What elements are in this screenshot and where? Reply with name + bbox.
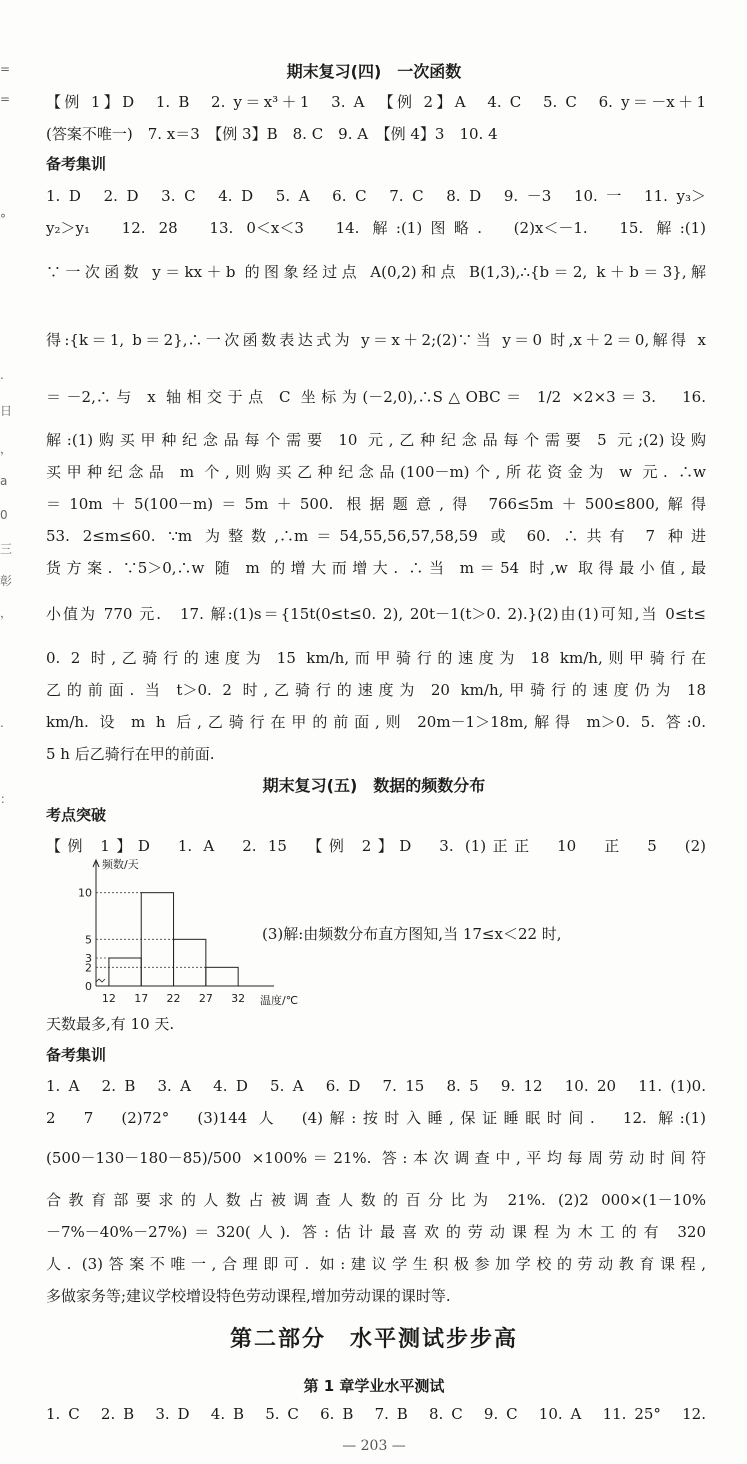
answer-line: 2 7 (2)72° (3)144 人 (4)解:按时入睡,保证睡眠时间. 12. 解:(1)	[46, 1109, 706, 1127]
answer-line: ＝10m＋5(100－m)＝5m＋500. 根据题意,得 766≤5m＋500≤800,解得	[46, 495, 706, 513]
x-tick-label: 12	[101, 992, 116, 1005]
edge-mark: 彰	[0, 574, 13, 588]
edge-mark: =	[0, 92, 11, 106]
answer-line: 5 h 后乙骑行在甲的前面.	[46, 745, 215, 763]
answer-line: ∵一次函数 y＝kx＋b 的图象经过点 A(0,2)和点 B(1,3),∴{b＝2, k＋b＝3},解	[46, 263, 706, 281]
answer-line: 人. (3)答案不唯一,合理即可. 如:建议学生积极参加学校的劳动教育课程,	[46, 1255, 706, 1273]
answer-line: 货方案. ∵5＞0,∴w 随 m 的增大而增大. ∴当 m＝54 时,w 取得最小值,最	[46, 559, 706, 577]
edge-mark: =	[0, 62, 11, 76]
answer-line: (500－130－180－85)/500 ×100%＝21%. 答:本次调查中,平均每周劳动时间符	[46, 1149, 706, 1167]
histogram-bar	[109, 958, 141, 986]
answer-line: km/h. 设 m h 后,乙骑行在甲的前面,则 20m－1＞18m,解得 m＞0. 5. 答:0.	[46, 713, 706, 731]
histogram-bar	[206, 967, 238, 986]
test-title: 第 1 章学业水平测试	[303, 1377, 445, 1395]
y-axis-label: 频数/天	[102, 858, 139, 871]
y-tick-label: 2	[85, 961, 92, 975]
axis-break-mark	[96, 979, 105, 982]
edge-mark: ，	[0, 442, 13, 456]
x-tick-label: 17	[134, 992, 149, 1005]
answer-line: 0. 2 时,乙骑行的速度为 15 km/h,而甲骑行的速度为 18 km/h,则甲骑行在	[46, 649, 706, 667]
answer-line: 1. C 2. B 3. D 4. B 5. C 6. B 7. B 8. C 9. C 10. A 11. 25° 12.	[46, 1405, 706, 1423]
histogram-axes	[93, 860, 274, 986]
y-tick-label: 10	[78, 886, 92, 900]
edge-mark: °	[0, 212, 6, 226]
y-tick-label: 5	[85, 933, 92, 947]
sub-heading: 备考集训	[46, 1046, 107, 1064]
answer-line: 1. A 2. B 3. A 4. D 5. A 6. D 7. 15 8. 5 9. 12 10. 20 11. (1)0.	[46, 1077, 706, 1095]
answer-line: 合教育部要求的人数占被调查人数的百分比为 21%. (2)2 000×(1－10%	[46, 1191, 706, 1209]
section-title: 期末复习(四) 一次函数	[286, 62, 462, 81]
page-number: — 203 —	[342, 1438, 406, 1454]
y-tick-label: 0	[85, 980, 92, 993]
edge-mark: 日	[0, 404, 13, 418]
answer-line: 多做家务等;建议学校增设特色劳动课程,增加劳动课的课时等.	[46, 1287, 451, 1305]
answer-line: 天数最多,有 10 天.	[46, 1015, 175, 1033]
answer-line: 【例 1】D 1. A 2. 15 【例 2】D 3. (1)正正 10 正 5 (2)	[46, 837, 706, 855]
answer-line: 得:{k＝1, b＝2},∴一次函数表达式为 y＝x＋2;(2)∵当 y＝0 时,x＋2＝0,解得 x	[46, 331, 706, 349]
answer-page	[40, 0, 708, 1464]
section-title: 期末复习(五) 数据的频数分布	[262, 776, 486, 795]
histogram-bar	[174, 939, 206, 986]
answer-line: －7%－40%－27%)＝320(人). 答:估计最喜欢的劳动课程为木工的有 320	[46, 1223, 706, 1241]
edge-mark: 0	[0, 508, 8, 522]
answer-line: y₂＞y₁ 12. 28 13. 0＜x＜3 14. 解:(1)图略. (2)x＜－1. 15. 解:(1)	[46, 219, 706, 237]
answer-line: 【例 1】D 1. B 2. y＝x³＋1 3. A 【例 2】A 4. C 5. C 6. y＝－x＋1	[46, 93, 706, 111]
sub-heading: 备考集训	[46, 155, 107, 173]
answer-line: 解:(1)购买甲种纪念品每个需要 10 元,乙种纪念品每个需要 5 元;(2)设购	[46, 431, 706, 449]
edge-mark: ，	[0, 606, 13, 620]
edge-mark: 三	[0, 542, 13, 556]
y-tick-label: 3	[85, 952, 92, 965]
x-tick-label: 22	[166, 992, 181, 1005]
answer-line: 买甲种纪念品 m 个,则购买乙种纪念品(100－m)个,所花资金为 w 元. ∴w	[46, 463, 706, 481]
answer-line: 1. D 2. D 3. C 4. D 5. A 6. C 7. C 8. D 9. －3 10. 一 11. y₃＞	[46, 187, 706, 205]
edge-mark: .	[0, 368, 4, 382]
answer-line: ＝－2,∴与 x 轴相交于点 C 坐标为(－2,0),∴S△OBC＝ 1/2 ×2×3＝3. 16.	[46, 388, 706, 406]
x-axis-label: 温度/℃	[260, 994, 299, 1007]
answer-line: 53. 2≤m≤60. ∵m 为整数,∴m＝54,55,56,57,58,59 或 60. ∴共有 7 种进	[46, 527, 706, 545]
edge-mark: ：	[0, 792, 13, 806]
edge-mark: a	[0, 474, 8, 488]
answer-line: 小值为 770 元. 17. 解:(1)s＝{15t(0≤t≤0. 2), 20t－1(t＞0. 2).}(2)由(1)可知,当 0≤t≤	[46, 605, 706, 623]
answer-line: (答案不唯一) 7. x＝3 【例 3】B 8. C 9. A 【例 4】3 10. 4	[46, 125, 498, 143]
x-tick-label: 32	[231, 992, 246, 1005]
frequency-histogram	[74, 852, 299, 1012]
x-tick-label: 27	[198, 992, 213, 1005]
sub-heading: 考点突破	[46, 806, 107, 824]
edge-mark: .	[0, 716, 4, 730]
part-title: 第二部分 水平测试步步高	[229, 1327, 518, 1352]
answer-line: (3)解:由频数分布直方图知,当 17≤x＜22 时,	[262, 925, 562, 943]
answer-line: 乙的前面. 当 t＞0. 2 时,乙骑行的速度为 20 km/h,甲骑行的速度仍为 18	[46, 681, 706, 699]
